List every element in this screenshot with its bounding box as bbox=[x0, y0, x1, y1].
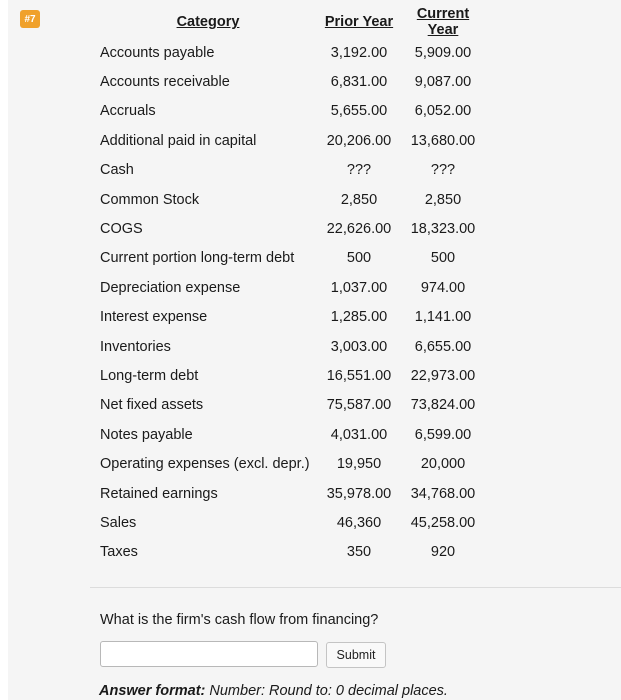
header-category: Category bbox=[176, 14, 240, 30]
cell-current-year: 22,973.00 bbox=[410, 367, 476, 384]
cell-current-year: 9,087.00 bbox=[414, 74, 472, 91]
cell-category: Net fixed assets bbox=[100, 397, 204, 414]
cell-prior-year: 500 bbox=[346, 250, 372, 267]
table-row bbox=[97, 332, 484, 361]
cell-category: Accruals bbox=[100, 103, 156, 120]
cell-prior-year: 20,206.00 bbox=[326, 132, 392, 149]
cell-current-year: 5,909.00 bbox=[414, 44, 472, 61]
cell-current-year: 2,850 bbox=[424, 191, 462, 208]
table-row bbox=[97, 391, 484, 420]
cell-prior-year: 46,360 bbox=[336, 514, 382, 531]
table-header-row bbox=[97, 6, 484, 38]
cell-prior-year: ??? bbox=[346, 162, 372, 179]
cell-current-year: 73,824.00 bbox=[410, 397, 476, 414]
question-text: What is the firm's cash flow from financing? bbox=[100, 612, 379, 628]
cell-category: Common Stock bbox=[100, 191, 200, 208]
table-row bbox=[97, 420, 484, 449]
table-row bbox=[97, 67, 484, 96]
cell-current-year: 18,323.00 bbox=[410, 221, 476, 238]
cell-prior-year: 16,551.00 bbox=[326, 367, 392, 384]
cell-category: Notes payable bbox=[100, 426, 193, 443]
cell-prior-year: 5,655.00 bbox=[330, 103, 388, 120]
cell-category: Operating expenses (excl. depr.) bbox=[100, 456, 310, 473]
cell-prior-year: 35,978.00 bbox=[326, 485, 392, 502]
answer-format-label: Answer format: bbox=[99, 683, 206, 699]
cell-prior-year: 2,850 bbox=[340, 191, 378, 208]
cell-category: COGS bbox=[100, 221, 143, 238]
table-row bbox=[97, 303, 484, 332]
table-row bbox=[97, 479, 484, 508]
cell-prior-year: 22,626.00 bbox=[326, 221, 392, 238]
answer-format bbox=[99, 683, 448, 699]
cell-category: Interest expense bbox=[100, 309, 208, 326]
cell-current-year: 13,680.00 bbox=[410, 132, 476, 149]
answer-format-text: Number: Round to: 0 decimal places. bbox=[205, 683, 448, 699]
cell-current-year: 6,052.00 bbox=[414, 103, 472, 120]
submit-button[interactable]: Submit bbox=[326, 642, 386, 668]
table-row bbox=[97, 97, 484, 126]
table-row bbox=[97, 126, 484, 155]
cell-prior-year: 1,037.00 bbox=[330, 279, 388, 296]
cell-prior-year: 1,285.00 bbox=[330, 309, 388, 326]
table-row bbox=[97, 214, 484, 243]
cell-category: Current portion long-term debt bbox=[100, 250, 295, 267]
table-row bbox=[97, 273, 484, 302]
divider bbox=[90, 587, 621, 588]
cell-prior-year: 19,950 bbox=[336, 456, 382, 473]
cell-category: Depreciation expense bbox=[100, 279, 241, 296]
cell-category: Retained earnings bbox=[100, 485, 218, 502]
table-row bbox=[97, 185, 484, 214]
cell-current-year: 6,655.00 bbox=[414, 338, 472, 355]
cell-current-year: 20,000 bbox=[420, 456, 466, 473]
cell-category: Long-term debt bbox=[100, 367, 199, 384]
cell-prior-year: 3,003.00 bbox=[330, 338, 388, 355]
cell-prior-year: 3,192.00 bbox=[330, 44, 388, 61]
cell-prior-year: 4,031.00 bbox=[330, 426, 388, 443]
table-row bbox=[97, 38, 484, 67]
question-number-badge: #7 bbox=[20, 10, 40, 28]
table-row bbox=[97, 244, 484, 273]
cell-category: Cash bbox=[100, 162, 134, 179]
cell-category: Accounts payable bbox=[100, 44, 215, 61]
cell-prior-year: 75,587.00 bbox=[326, 397, 392, 414]
cell-prior-year: 6,831.00 bbox=[330, 74, 388, 91]
table-row bbox=[97, 449, 484, 478]
cell-category: Additional paid in capital bbox=[100, 132, 257, 149]
cell-current-year: 974.00 bbox=[420, 279, 466, 296]
cell-current-year: 1,141.00 bbox=[414, 309, 472, 326]
header-current-year: Current Year bbox=[416, 6, 470, 38]
cell-prior-year: 350 bbox=[346, 544, 372, 561]
cell-current-year: 500 bbox=[430, 250, 456, 267]
cell-current-year: 920 bbox=[430, 544, 456, 561]
header-prior-year: Prior Year bbox=[324, 14, 394, 30]
cell-category: Accounts receivable bbox=[100, 74, 230, 91]
cell-category: Taxes bbox=[100, 544, 138, 561]
cell-current-year: 45,258.00 bbox=[410, 514, 476, 531]
table-row bbox=[97, 538, 484, 567]
table-row bbox=[97, 156, 484, 185]
answer-input[interactable] bbox=[100, 641, 318, 667]
cell-category: Inventories bbox=[100, 338, 171, 355]
table-row bbox=[97, 361, 484, 390]
cell-category: Sales bbox=[100, 514, 137, 531]
financial-data-table bbox=[97, 6, 484, 567]
table-row bbox=[97, 508, 484, 537]
cell-current-year: 34,768.00 bbox=[410, 485, 476, 502]
cell-current-year: ??? bbox=[430, 162, 456, 179]
cell-current-year: 6,599.00 bbox=[414, 426, 472, 443]
